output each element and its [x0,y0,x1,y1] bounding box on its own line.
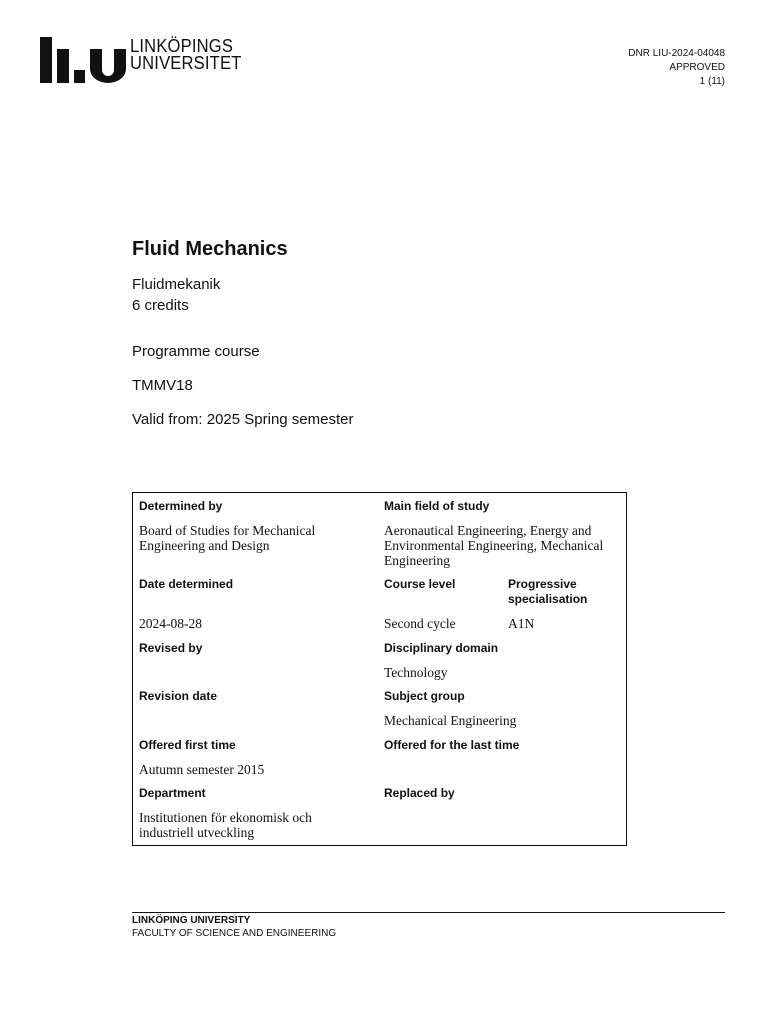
main-field-value: Aeronautical Engineering, Energy and Environmental Engineering, Mechanical Engineering [384,523,604,568]
approval-status: APPROVED [669,62,725,73]
university-logo [40,36,242,83]
offered-last-label: Offered for the last time [384,738,520,752]
footer-divider [132,912,725,913]
determined-by-label: Determined by [139,499,223,513]
offered-first-label: Offered first time [139,738,236,752]
logo-wordmark [130,38,242,72]
footer-faculty: FACULTY OF SCIENCE AND ENGINEERING [132,928,337,939]
offered-first-value: Autumn semester 2015 [139,762,265,777]
revision-date-label: Revision date [139,689,218,703]
document-meta [628,47,725,89]
course-level-value: Second cycle [384,616,456,631]
valid-from: Valid from: 2025 Spring semester [132,411,354,428]
subject-group-label: Subject group [384,689,465,703]
course-type: Programme course [132,343,260,360]
revised-by-label: Revised by [139,641,203,655]
swedish-title: Fluidmekanik [132,276,221,293]
course-credits: 6 credits [132,297,189,314]
footer-university: LINKÖPING UNIVERSITY [132,915,251,926]
course-level-label: Course level [384,577,456,591]
logo-line-1: LINKÖPINGS [130,36,234,56]
course-info-table [132,492,627,846]
page-number: 1 (11) [699,76,725,87]
course-title: Fluid Mechanics [132,238,288,260]
logo-line-2: UNIVERSITET [130,53,242,73]
progressive-label: Progressive specialisation [508,577,588,606]
course-code: TMMV18 [132,377,193,394]
date-determined-value: 2024-08-28 [139,616,202,631]
disciplinary-domain-value: Technology [384,665,448,680]
department-label: Department [139,786,206,800]
progressive-value: A1N [508,616,535,631]
main-field-label: Main field of study [384,499,490,513]
disciplinary-domain-label: Disciplinary domain [384,641,499,655]
replaced-by-label: Replaced by [384,786,455,800]
subject-group-value: Mechanical Engineering [384,713,517,728]
department-value: Institutionen för ekonomisk och industriell utveckling [139,810,312,840]
dnr-number: DNR LIU-2024-04048 [628,48,725,59]
determined-by-value: Board of Studies for Mechanical Engineering and Design [139,523,316,553]
liu-logo-icon [40,37,126,83]
date-determined-label: Date determined [139,577,234,591]
